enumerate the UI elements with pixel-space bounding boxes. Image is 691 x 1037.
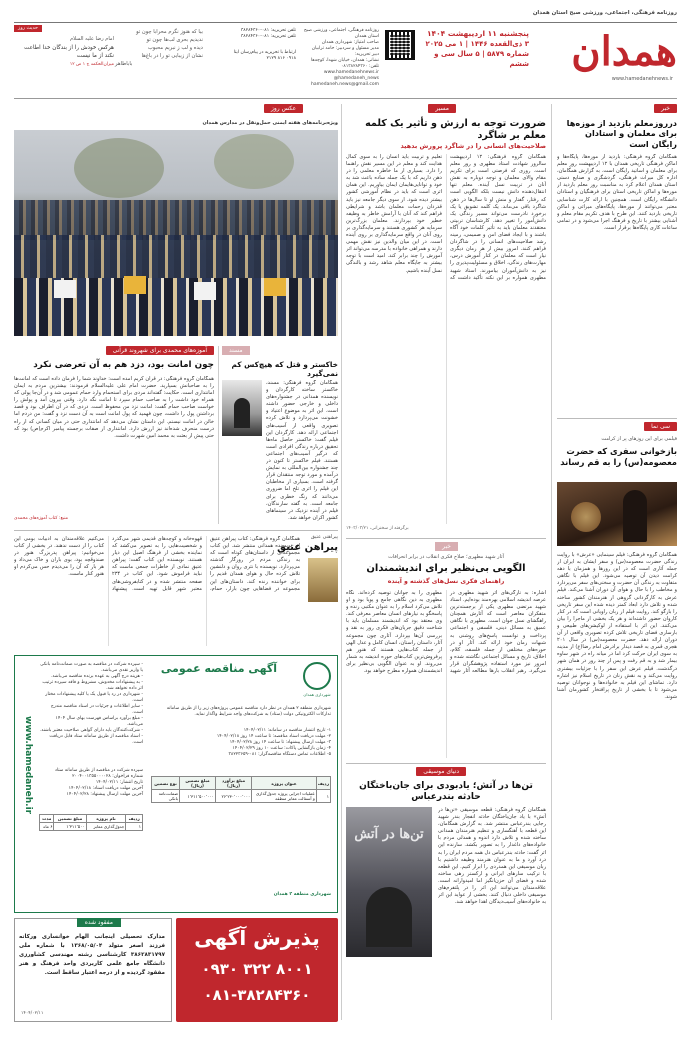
masthead: [0, 0, 691, 103]
masthead-bottom-rule: [14, 98, 677, 99]
kicker: آثار شهید مطهری؛ صلاح فکری انقلاب در برابر انحرافات: [388, 554, 504, 560]
tender-note: - شرکت‌کنندگان باید دارای گواهی صلاحیت معتبر باشند.: [39, 728, 143, 733]
table-row: [40, 823, 143, 831]
tender-ad: [14, 655, 338, 913]
subheadline: راهنمای فکری نسل‌های گذشته و آینده: [387, 578, 505, 585]
poem-line: دیده و لب ز نبریم محبوب: [147, 45, 203, 51]
section-badge: دنیای موسیقی: [416, 767, 466, 776]
table-row: [152, 790, 331, 803]
poem-line: بیا که هنوز نگرم محرابا چون تو: [136, 29, 203, 35]
article-body: همگامان گروه فرهنگی: در قرآن کریم آمده است: خداوند شما را فرمان داده است که امانت‌ها را به صاحبانش بسپارید. حضرت امام علی علیه‌السلام فرمودند: بیشترین مردم به ایمان امانتداری است. حکایت: گفته‌اند مردی برای استحمام وارد حمام عمومی شد و در آن‌جا پولی که همراه خود داشت را به صاحب حمام سپرد تا امانت نگه دارد. وقتی بیرون آمد و پولش را خواست صاحب حمام گفت: امانت نزد من محفوظ است. دزدی که در آن اطراف بود و قصد برداشتن پول را داشت، چون فهمید که پول امانت است به آن دست نزد و گفت: من دزدم اما خائن در امانت نیستم. این داستان نشان می‌دهد که امانتداری حتی در میان کسانی که از راه درست منحرف شده‌اند نیز ارزش دارد. امانتداری از صفات برجسته پیامبر اکرم(ص) بود که حتی پیش از بعثت به محمد امین شهرت داشت.: [14, 376, 214, 439]
tender-left-note: سپرده شرکت در مناقصه از طریق سامانه ستاد: [54, 768, 143, 773]
hadith-source: میزان‌الحکمه ج ۱ ص ۱۲: [69, 62, 114, 67]
photo-section: [14, 104, 338, 339]
poem-block: [115, 28, 203, 68]
tender-note: - به پیشنهادات مخدوش، مشروط و فاقد سپرده ترتیب اثر داده نخواهد شد.: [42, 680, 143, 691]
info-line: hamedaneh.news@gmail.com: [311, 82, 379, 87]
info-line: نشانی: همدان، خیابان شهدا، کوچه‌ها: [311, 58, 379, 63]
tender-note: - شهرداری در رد یا قبول یک یا کلیه پیشنهادات مختار است.: [45, 692, 143, 703]
tender-org: شهرداری همدان: [303, 692, 331, 697]
divider: [557, 418, 677, 419]
album-cover: [346, 807, 432, 957]
section-badge: آموزه‌های محمدی برای شهروند قرآنی: [106, 346, 214, 355]
headline: الگویی بی‌نظیر برای اندیشمندان: [366, 563, 526, 574]
table-cell: ۱: [316, 790, 330, 803]
thinker-article: [346, 538, 546, 763]
table-header: ردیف: [126, 815, 143, 823]
headline: چون امانت بود، دزد هم به آن تعرضی نکرد: [33, 360, 214, 370]
article-footnote: برگرفته از سخنرانی، ۱۴۰۳/۰۳/۲۱: [346, 526, 409, 531]
subheadline: صلاحیت‌های انسانی را در شاگرد پرورش بدهید: [400, 142, 546, 150]
tender-left-note: شماره فراخوان: ۲۰۰۴۰۰۱۳۵۵۰۰۰۰۲۸: [72, 774, 143, 779]
column-divider: [218, 346, 219, 524]
tender-left-table: [39, 814, 143, 831]
tender-left-note: آخرین مهلت دریافت اسناد: ۱۴۰۴/۰۲/۱۸: [68, 786, 143, 791]
contact-label: تلفن تحریریه:: [270, 34, 296, 39]
ad-acceptance: [176, 918, 338, 1022]
poem-author: باباطاهر: [115, 61, 133, 67]
hadith-block: [14, 28, 114, 67]
lost-code: ۱۴۰۴/۰۲/۱۱: [21, 1011, 44, 1016]
article-body: همگامان گروه فرهنگی: قطعه موسیقی «تن‌ها در آتش» با یاد جان‌باختگان حادثه انفجار بندر شهید رجایی بندرعباس منتشر شد. به گزارش همگامان، این قطعه با آهنگسازی و تنظیم هنرمندان همدانی ساخته شده و تلاش دارد اندوه و همدلی مردم با خانواده‌های داغدار را به تصویر بکشد. سازنده این اثر گفت: حادثه بندرعباس دل همه مردم ایران را به درد آورد و ما به عنوان هنرمند وظیفه داشتیم با زبان موسیقی این همدردی را ابراز کنیم. این قطعه با ترکیب سازهای ایرانی و ارکستر زهی ساخته شده و فضای آن حزن‌انگیز اما امیدوارانه است. علاقه‌مندان می‌توانند این اثر را در پلتفرم‌های موسیقی داخلی دنبال کنند. بخشی از عواید این اثر به خانواده‌های آسیب‌دیدگان اهدا خواهد شد.: [438, 807, 546, 906]
info-line: @hamedaneh_news: [333, 76, 379, 81]
contact-label: تلفن تحریریه:: [270, 28, 296, 33]
section-badge: خبر: [435, 542, 458, 551]
column-divider: [341, 104, 342, 1020]
ad-title: پذیرش آگهی: [194, 926, 320, 950]
film-poster: [557, 482, 677, 546]
eitaa-value: ۰۹۱۸ ۸۱۶ ۲۱۲۹: [266, 56, 296, 61]
book-cover: [308, 558, 338, 602]
section-badge: مسیر: [428, 104, 456, 113]
lost-notice: [14, 918, 172, 1022]
tender-table: [151, 776, 331, 803]
qr-code: [385, 30, 415, 60]
article-body: همگامان گروه فرهنگی: مسند، خاکستر ساخته کارگردان و نویسنده همدانی در جشنواره‌های داخلی و خارجی حضور داشته است. این اثر به موضوع اعتیاد و خشونت می‌پردازد و تلاش کرده تصویری واقعی از آسیب‌های اجتماعی ارائه دهد. کارگردان این فیلم گفت: خاکستر حاصل ماه‌ها تحقیق درباره زندگی افرادی است که درگیر آسیب‌های اجتماعی هستند. فیلم خاکستر تا کنون در چند جشنواره بین‌المللی به نمایش درآمده و مورد توجه منتقدان قرار گرفته است. بسیاری از مخاطبان این فیلم را اثری تلخ اما ضروری می‌دانند که زنگ خطری برای جامعه است. به گفته سازندگان، فیلم در آینده نزدیک در سینماهای کشور اکران خواهد شد.: [266, 380, 338, 521]
lost-text: مدارک تحصیلی اینجانب الهام خوانساری ورکانه فرزند اصغر متولد ۱۳۶۸/۰۵/۰۴ با شماره ملی ۳۸۶۲۸۳۱۷۹۷ کارشناسی رشته مهندسی کشاورزی دانشگاه جامع علمی کاربردی واحد فرهنگ و هنر مفقود گردیده و از درجه اعتبار ساقط است.: [19, 934, 165, 976]
main-article: [346, 104, 546, 534]
contact-value: ۰۸۱-۳۸۲۸۴۳۶۰: [240, 28, 270, 33]
table-header: مبلغ برآورد (ریال): [215, 777, 251, 790]
tender-logo: [303, 662, 331, 702]
poem-line: نشان از زیبایی تو را در باغ‌ها: [141, 53, 203, 59]
section-badge: عکس روز: [264, 104, 303, 113]
headline: درروزمعلم بازدید از موزه‌ها برای معلمان و استادان رایگان است: [566, 118, 677, 149]
logo: [537, 26, 677, 86]
contact-value: ۰۸۱-۳۸۲۸۴۳۶۰: [240, 34, 270, 39]
info-line: صاحب امتیاز: شهرداری همدان: [321, 40, 379, 45]
info-line: روزنامه فرهنگی، اجتماعی، ورزشی صبح استان همدان: [303, 28, 379, 39]
headline: ضرورت توجه به ارزش و تأثیر یک کلمه معلم بر شاگرد: [365, 118, 546, 141]
website-text: www.hamedanehnews.ir: [611, 76, 673, 82]
tender-notes: [39, 662, 143, 746]
tender-note: - سایر اطلاعات و جزئیات در اسناد مناقصه مندرج است.: [50, 704, 143, 715]
news-column: [557, 104, 677, 1022]
section-badge: سی نما: [644, 422, 677, 431]
table-header: نام پروژه: [86, 815, 126, 823]
tender-intro: شهرداری منطقه ۲ همدان در نظر دارد مناقصه عمومی پروژه‌های زیر را از طریق سامانه تدارکات الکترونیکی دولت (ستاد) به شرکت‌های واجد شرایط واگذار نماید.: [166, 706, 331, 717]
hadith-text: هرکس خودش را از بندگان خدا اطاعت نکند از ما نیست: [24, 45, 114, 59]
table-cell: عملیات اجرایی پروژه جدول‌گذاری و آسفالت معابر منطقه: [252, 790, 317, 803]
table-cell: ۱: [126, 823, 143, 831]
headline: خاکستر و قتل که هیچ‌کس کم نمی‌گیرد: [231, 360, 338, 379]
tender-item: ۳- مهلت ارسال پیشنهاد: تا ساعت ۱۴ روز ۱۴۰۴/۰۲/۲۸: [229, 740, 331, 745]
tender-item: ۱- تاریخ انتشار مناقصه در سامانه: ۱۴۰۴/۰۲/۱۱: [243, 728, 331, 733]
section-badge: مسند: [222, 346, 250, 355]
headline: بازخوانی سفری که حضرت معصومه(س) را به قم رساند: [560, 446, 677, 467]
headline: تن‌ها در آتش؛ یادبودی برای جان‌باختگان حادثه بندرعباس: [359, 781, 533, 803]
article-body: همگامان گروه فرهنگی: کتاب پیراهن عتیق اثر نویسنده همدانی منتشر شد. این کتاب مجموعه‌ای از داستان‌های کوتاه است که به زندگی مردم در روزگار گذشته می‌پردازد. نویسنده با نثری روان و دلنشین تلاش کرده حال و هوای همدان قدیم را برای خواننده زنده کند. داستان‌های این مجموعه در فضاهایی چون بازار، حمام، قهوه‌خانه و کوچه‌های قدیمی شهر می‌گذرد و شخصیت‌هایی را به تصویر می‌کشد که نماینده بخشی از فرهنگ اصیل این دیار هستند. نویسنده این کتاب گفت: پیراهن عتیق نمادی از خاطرات جمعی ماست که نباید فراموش شود. این کتاب در ۲۳۴ صفحه منتشر شده و در کتابفروشی‌های معتبر شهر قابل تهیه است. پیشنهاد می‌کنیم علاقه‌مندان به ادبیات بومی این کتاب را از دست ندهند. در بخشی از کتاب می‌خوانیم: پیراهن پدربزرگ هنوز در صندوقچه بود، بوی باران و خاک می‌داد و هر بار که آن را می‌دیدم حس می‌کردم او هنوز کنار ماست.: [14, 536, 300, 592]
article-body: اشاره: به تازگی‌های اثر شهید مطهری در عرصه اندیشه اسلامی بهره‌مند بوده‌ایم. استاد شهید مرتضی مطهری یکی از برجسته‌ترین متفکران معاصر است که آثارش همچنان راهگشای نسل جوان است. مطهری با نگاهی عمیق به مسائل دینی، فلسفی و اجتماعی پرداخت و توانست پاسخ‌های روشنی به شبهات زمان خود ارائه کند. آثار او در حوزه‌های مختلفی از جمله فلسفه، کلام، اخلاق، تاریخ و مسائل اجتماعی نگاشته شده و امروز نیز مورد استفاده پژوهشگران قرار می‌گیرد. رهبر انقلاب بارها مطالعه آثار شهید مطهری را به جوانان توصیه کرده‌اند. نگاه مطهری به دین نگاهی جامع و پویا بود و او تلاش می‌کرد اسلام را به عنوان مکتبی زنده و پاسخگو به نیازهای انسان معاصر معرفی کند. وی معتقد بود که اندیشمند مسلمان باید با شناخت دقیق جریان‌های فکری روز به نقد و بررسی آن‌ها بپردازد. آثاری چون مجموعه آثار، داستان راستان، انسان کامل و عدل الهی از جمله کتاب‌هایی هستند که هنوز هم پرفروش‌ترین کتاب‌های حوزه اندیشه به شمار می‌روند. او به عنوان الگویی بی‌نظیر برای اندیشمندان همواره مطرح خواهد بود.: [346, 590, 546, 675]
article-body: همگامان گروه فرهنگی: ۱۲ اردیبهشت سالروز شهادت استاد مطهری و روز معلم است. روزی که فرصتی است برای تکریم مقام والای معلمان و توجه دوباره به نقش آنان در تربیت نسل آینده. معلم تنها انتقال‌دهنده دانش نیست بلکه الگویی است که رفتار، گفتار و منش او تا سال‌ها در ذهن شاگرد باقی می‌ماند. یک کلمه تشویق یا یک برخورد نادرست می‌تواند مسیر زندگی یک دانش‌آموز را تغییر دهد. کارشناسان تربیتی معتقدند معلمان باید به تأثیر کلمات خود آگاه باشند و با ایجاد فضای امن و صمیمی، زمینه رشد صلاحیت‌های انسانی را در شاگردان فراهم کنند. امروز بیش از هر زمان دیگری نیاز است که معلمان در کنار آموزش درس، مهارت‌های زندگی، اخلاق و مسئولیت‌پذیری را نیز به دانش‌آموزان بیاموزند. استاد شهید مطهری همواره بر این نکته تأکید داشت که تعلیم و تربیت باید انسان را به سوی کمال هدایت کند و معلم در این مسیر نقش راهنما را دارد. بسیاری از ما خاطره معلمی را در ذهن داریم که با یک جمله ساده باعث شد به خود و توانایی‌هایمان ایمان بیاوریم. این همان اثری است که باید در نظام آموزشی کشور بیشتر دیده شود. از سوی دیگر جامعه نیز باید قدردان زحمات معلمان باشد و شرایطی فراهم کند که آنان با آرامش خاطر به وظیفه خطیر خود بپردازند. معلمان بزرگ‌ترین سرمایه هر کشوری هستند و سرمایه‌گذاری بر روی آنان در واقع سرمایه‌گذاری بر روی آینده است. در این میان والدین نیز نقش مهمی دارند و همراهی خانواده با مدرسه می‌تواند اثر آموزش را چند برابر کند. امید است با توجه بیشتر به جایگاه معلم شاهد رشد و بالندگی نسل آینده باشیم.: [346, 154, 546, 281]
photo-caption: ویژه‌برنامه‌های هفته ایمنی حمل‌ونقل در مدارس همدان: [202, 120, 338, 126]
tender-item: ۲- مهلت دریافت اسناد مناقصه: تا ساعت ۱۴ روز ۱۴۰۴/۰۲/۱۸: [216, 734, 331, 739]
movie-poster: [222, 380, 262, 436]
tender-note: - سپرده شرکت در مناقصه به صورت ضمانت‌نامه بانکی یا واریز نقدی می‌باشد.: [40, 662, 143, 673]
tender-item: ۴- زمان بازگشایی پاکات: ساعت ۱۰ روز ۱۴۰۴/۰۲/۲۹: [232, 746, 331, 751]
album-cover-title: تن‌ها در آتش: [354, 827, 424, 842]
date-line-2: ۳ ذی‌القعده ۱۴۴۶ | ۱ می ۲۰۲۵: [425, 40, 529, 48]
column-divider: [551, 104, 552, 1020]
kicker: پیراهنی عتیق: [310, 534, 338, 540]
divider: [14, 530, 338, 531]
table-header: مبلغ تضمین: [54, 815, 86, 823]
movie-section: [222, 346, 338, 526]
date-line: پنجشنبه ۱۱ اردیبهشت ۱۴۰۴: [426, 29, 529, 38]
table-cell: جدول‌گذاری معابر: [86, 823, 126, 831]
book-section: [14, 534, 338, 650]
tender-title: آگهی مناقصه عمومی: [160, 662, 277, 675]
info-line: www.hamedanehnews.ir: [323, 70, 379, 75]
tender-left-note: آخرین مهلت ارسال پیشنهاد: ۱۴۰۴/۰۲/۲۸: [66, 792, 143, 797]
table-cell: ۲۶٬۲۳۰٬۰۰۰٬۰۰۰: [215, 790, 251, 803]
table-header: مبلغ تضمین (ریال): [180, 777, 216, 790]
logo-text: همدان: [571, 28, 677, 75]
eitaa-label: ارتباط با تحریریه در پیام‌رسان ایتا: [233, 50, 296, 55]
tender-item: ۵- اطلاعات تماس دستگاه مناقصه‌گزار: ۰۸۱-۳۸۲۲۳۶۵۹: [228, 752, 331, 757]
masthead-subtitle: روزنامه فرهنگی، اجتماعی، ورزشی صبح استان همدان: [532, 10, 677, 16]
kicker: فیلمی برای این روزهای پر از کرامت: [601, 436, 677, 442]
publication-info: [301, 28, 379, 88]
issue-line: شماره ۵۸۷۹ | ۵ سال سی و ششم: [434, 50, 529, 68]
tender-note: - هزینه درج آگهی به عهده برنده مناقصه می‌باشد.: [50, 674, 143, 679]
ad-phone: ۰۸۱-۳۸۲۸۴۳۶۰: [203, 986, 311, 1004]
headline: پیراهن عتیق: [277, 542, 338, 553]
tender-items: [151, 728, 331, 758]
info-line: مدیر مسئول و سردبیر: حامد ترابیان: [311, 46, 379, 51]
date-block: [419, 28, 529, 69]
contact-block: [211, 28, 296, 62]
table-cell: ۱٬۳۱۱٬۵۰۰٬۰۰۰: [180, 790, 216, 803]
divider: [346, 763, 546, 764]
tender-note: - مبلغ برآورد براساس فهرست بهای سال ۱۴۰۴ می‌باشد.: [55, 716, 143, 727]
table-header: ردیف: [316, 777, 330, 790]
article-credit: منبع: کتاب آموزه‌های محمدی: [14, 516, 69, 521]
table-cell: ضمانت‌نامه بانکی: [152, 790, 180, 803]
hadith-badge: حدیث روز: [14, 25, 42, 32]
hadith-title: امام رضا علیه السلام: [70, 36, 114, 42]
tender-left-notes: [39, 768, 143, 798]
quran-section: [14, 346, 214, 526]
article-body: همگامان گروه فرهنگی: فیلم سینمایی «عرش» با روایت زندگی حضرت معصومه(س) و سفر ایشان به ایران از جمله آثاری است که در این روزها و همزمان با دهه کرامت دیدن آن توصیه می‌شود. این فیلم با نگاهی متفاوت به زندگی آن حضرت و سختی‌های سفر می‌پردازد و مخاطب را با حال و هوای آن دوران آشنا می‌کند. فیلم عرش به کارگردانی گروهی از هنرمندان کشور ساخته شده و تلاش دارد ابعاد کمتر دیده شده این سفر تاریخی را بازگو کند. روایت فیلم از زبان راویانی است که در کنار کاروان حضور داشته‌اند و هر یک بخشی از ماجرا را بیان می‌کنند. این اثر با استفاده از لوکیشن‌های طبیعی و بازسازی فضای تاریخی تلاش کرده تصویری واقعی از آن دوران ارائه دهد. حضرت معصومه(س) در سال ۲۰۱ هجری قمری به قصد دیدار برادرش امام رضا(ع) از مدینه به سوی ایران حرکت کرد اما در میانه راه در شهر ساوه بیمار شد و به قم رفت و پس از چند روز در همان شهر درگذشت. فیلم عرش این سفر را با جزئیات بیشتری روایت می‌کند و به نقش زنان در تاریخ اسلام نیز اشاره دارد. تماشای این فیلم به خانواده‌ها و نوجوانان توصیه می‌شود تا با بخشی از تاریخ پرافتخار کشورمان آشنا شوند.: [557, 552, 677, 700]
lost-badge: مفقود شده: [77, 918, 121, 927]
poem-line: ندیدیم بحری لب‌ها چون تو: [146, 37, 203, 43]
article-body: همگامان گروه فرهنگی: بازدید از موزه‌ها، پایگاه‌ها و اماکن فرهنگی تاریخی همدان با ۱۲ اردیبهشت روز معلم برای معلمان و اساتید رایگان است. به گزارش همگامان، اداره کل میراث فرهنگی، گردشگری و صنایع دستی استان همدان اعلام کرد به مناسبت روز معلم بازدید از موزه‌ها و اماکن تاریخی استان برای فرهنگیان و استادان دانشگاه رایگان است. همچنین با ارائه کارت شناسایی معتبر می‌توانند از موزه‌ها، پایگاه‌های میراثی و اماکن تاریخی بازدید کنند. این طرح با هدف تکریم مقام معلم و آشنایی بیشتر با تاریخ و فرهنگ اجرا می‌شود و در تمامی ساعات کاری پایگاه‌ها برقرار است.: [557, 154, 677, 231]
info-line: تلفن: ۰۸۱۳۸۲۸۴۳۶۰: [341, 64, 379, 69]
table-header: مدت: [40, 815, 54, 823]
divider: [346, 538, 546, 539]
table-cell: ۱٬۳۱۱٬۵۰۰: [54, 823, 86, 831]
info-line: دبیر تحریریه:: [354, 52, 379, 57]
table-header: نوع تضمین: [152, 777, 180, 790]
section-badge: خبر: [654, 104, 677, 113]
table-cell: ۶ ماه: [40, 823, 54, 831]
school-photo: [14, 130, 338, 336]
ad-phone: ۰۹۳۰ ۳۲۲ ۸۰۰۱: [201, 960, 313, 978]
table-header: عنوان پروژه: [252, 777, 317, 790]
tender-footer: شهرداری منطقه ۲ همدان: [273, 892, 331, 897]
masthead-rule: [14, 22, 677, 23]
tender-left-note: تاریخ انتشار: ۱۴۰۴/۰۲/۱۱: [95, 780, 143, 785]
tender-website: www.hamedaneh.ir: [23, 716, 33, 815]
music-article: [346, 763, 546, 1023]
tender-note: - اسناد مناقصه از طریق سامانه ستاد قابل دریافت است.: [49, 734, 143, 745]
